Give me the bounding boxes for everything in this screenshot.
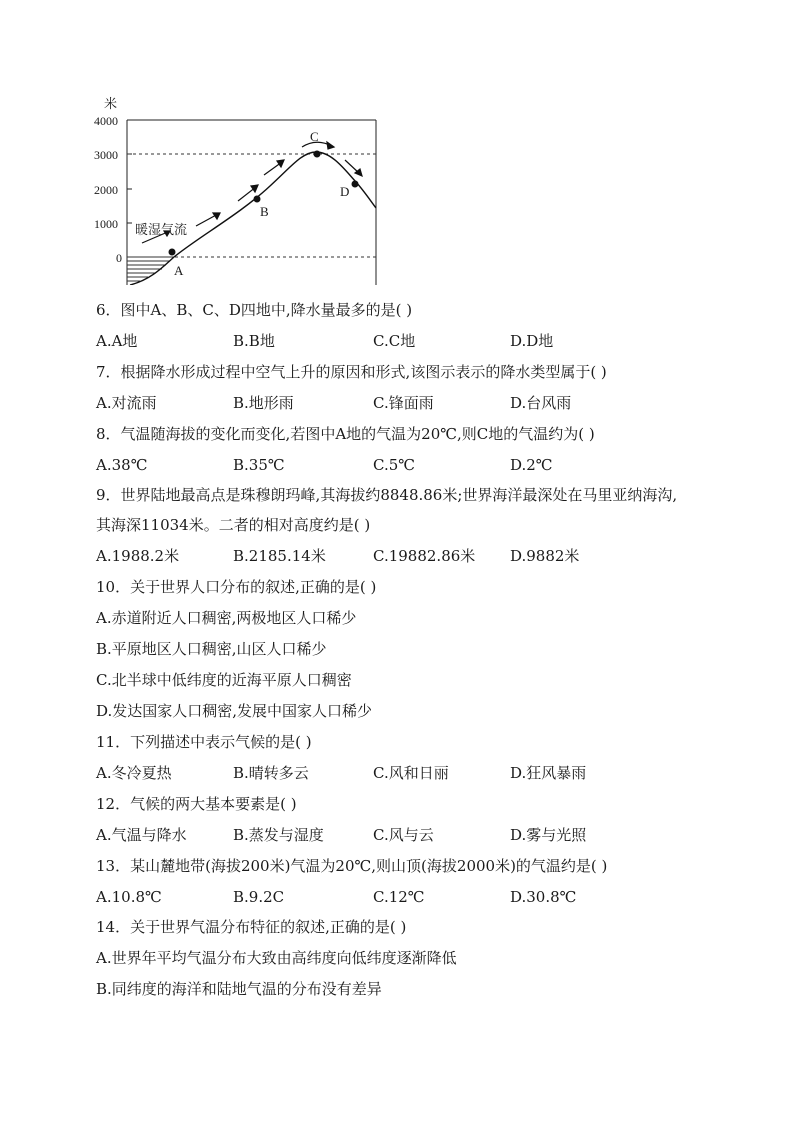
q13-option-b: B.9.2C <box>233 888 285 906</box>
y-tick-2000: 2000 <box>94 183 118 197</box>
question-9-options <box>96 546 696 566</box>
q6-option-c: C.C地 <box>373 332 416 350</box>
q14-option-b: B.同纬度的海洋和陆地气温的分布没有差异 <box>96 980 382 998</box>
q10-option-a: A.赤道附近人口稠密,两极地区人口稀少 <box>96 609 357 627</box>
question-8-options <box>96 455 696 475</box>
q9-option-d: D.9882米 <box>510 547 580 565</box>
point-d-dot <box>352 181 359 188</box>
question-11-options <box>96 763 696 783</box>
question-13-options <box>96 887 696 907</box>
q10-option-c: C.北半球中低纬度的近海平原人口稠密 <box>96 671 352 689</box>
q6-option-a: A.A地 <box>96 332 138 350</box>
q10-option-b: B.平原地区人口稠密,山区人口稀少 <box>96 640 327 658</box>
point-b-label: B <box>260 204 269 219</box>
y-tick-3000: 3000 <box>94 148 118 162</box>
q7-option-d: D.台风雨 <box>510 394 572 412</box>
q12-option-c: C.风与云 <box>373 826 434 844</box>
terrain-diagram <box>90 90 390 285</box>
q8-option-d: D.2℃ <box>510 456 553 474</box>
terrain-profile <box>130 152 376 285</box>
point-c-label: C <box>310 129 319 144</box>
q11-option-b: B.晴转多云 <box>233 764 309 782</box>
question-7-options <box>96 393 696 413</box>
sea-hatching <box>127 257 174 281</box>
q11-option-d: D.狂风暴雨 <box>510 764 587 782</box>
q7-option-b: B.地形雨 <box>233 394 294 412</box>
q14-option-a: A.世界年平均气温分布大致由高纬度向低纬度逐渐降低 <box>96 949 457 967</box>
question-13-stem: 13．某山麓地带(海拔200米)气温为20℃,则山顶(海拔2000米)的气温约是( ) <box>96 857 608 875</box>
point-a-dot <box>169 249 176 256</box>
q8-option-c: C.5℃ <box>373 456 416 474</box>
q9-option-b: B.2185.14米 <box>233 547 326 565</box>
y-unit-label: 米 <box>104 96 118 111</box>
q13-option-d: D.30.8℃ <box>510 888 577 906</box>
q11-option-a: A.冬冷夏热 <box>96 764 172 782</box>
question-12-options <box>96 825 696 845</box>
question-7-stem: 7．根据降水形成过程中空气上升的原因和形式,该图示表示的降水类型属于( ) <box>96 363 607 381</box>
q9-option-a: A.1988.2米 <box>96 547 180 565</box>
q10-option-d: D.发达国家人口稠密,发展中国家人口稀少 <box>96 702 373 720</box>
q7-option-a: A.对流雨 <box>96 394 157 412</box>
question-9-stem-line2: 其海深11034米。二者的相对高度约是( ) <box>96 516 371 534</box>
question-6-stem: 6．图中A、B、C、D四地中,降水量最多的是( ) <box>96 301 413 319</box>
y-tick-4000: 4000 <box>94 114 118 128</box>
q7-option-c: C.锋面雨 <box>373 394 434 412</box>
point-b-dot <box>254 196 261 203</box>
y-tick-1000: 1000 <box>94 217 118 231</box>
q13-option-a: A.10.8℃ <box>96 888 162 906</box>
question-10-stem: 10．关于世界人口分布的叙述,正确的是( ) <box>96 578 377 596</box>
y-tick-0: 0 <box>116 251 122 265</box>
terrain-diagram-svg <box>90 90 390 285</box>
q13-option-c: C.12℃ <box>373 888 425 906</box>
q6-option-b: B.B地 <box>233 332 275 350</box>
question-9-stem-line1: 9．世界陆地最高点是珠穆朗玛峰,其海拔约8848.86米;世界海洋最深处在马里亚纳海沟, <box>96 486 678 504</box>
q8-option-b: B.35℃ <box>233 456 285 474</box>
point-a-label: A <box>174 263 184 278</box>
airflow-label: 暖湿气流 <box>135 222 188 237</box>
q12-option-a: A.气温与降水 <box>96 826 187 844</box>
q8-option-a: A.38℃ <box>96 456 148 474</box>
question-14-stem: 14．关于世界气温分布特征的叙述,正确的是( ) <box>96 918 407 936</box>
question-12-stem: 12．气候的两大基本要素是( ) <box>96 795 297 813</box>
q11-option-c: C.风和日丽 <box>373 764 449 782</box>
question-6-options <box>96 331 696 351</box>
q12-option-b: B.蒸发与湿度 <box>233 826 324 844</box>
point-c-dot <box>314 151 321 158</box>
question-11-stem: 11．下列描述中表示气候的是( ) <box>96 733 312 751</box>
q6-option-d: D.D地 <box>510 332 554 350</box>
question-8-stem: 8．气温随海拔的变化而变化,若图中A地的气温为20℃,则C地的气温约为( ) <box>96 425 595 443</box>
q12-option-d: D.雾与光照 <box>510 826 587 844</box>
point-d-label: D <box>340 184 350 199</box>
q9-option-c: C.19882.86米 <box>373 547 476 565</box>
